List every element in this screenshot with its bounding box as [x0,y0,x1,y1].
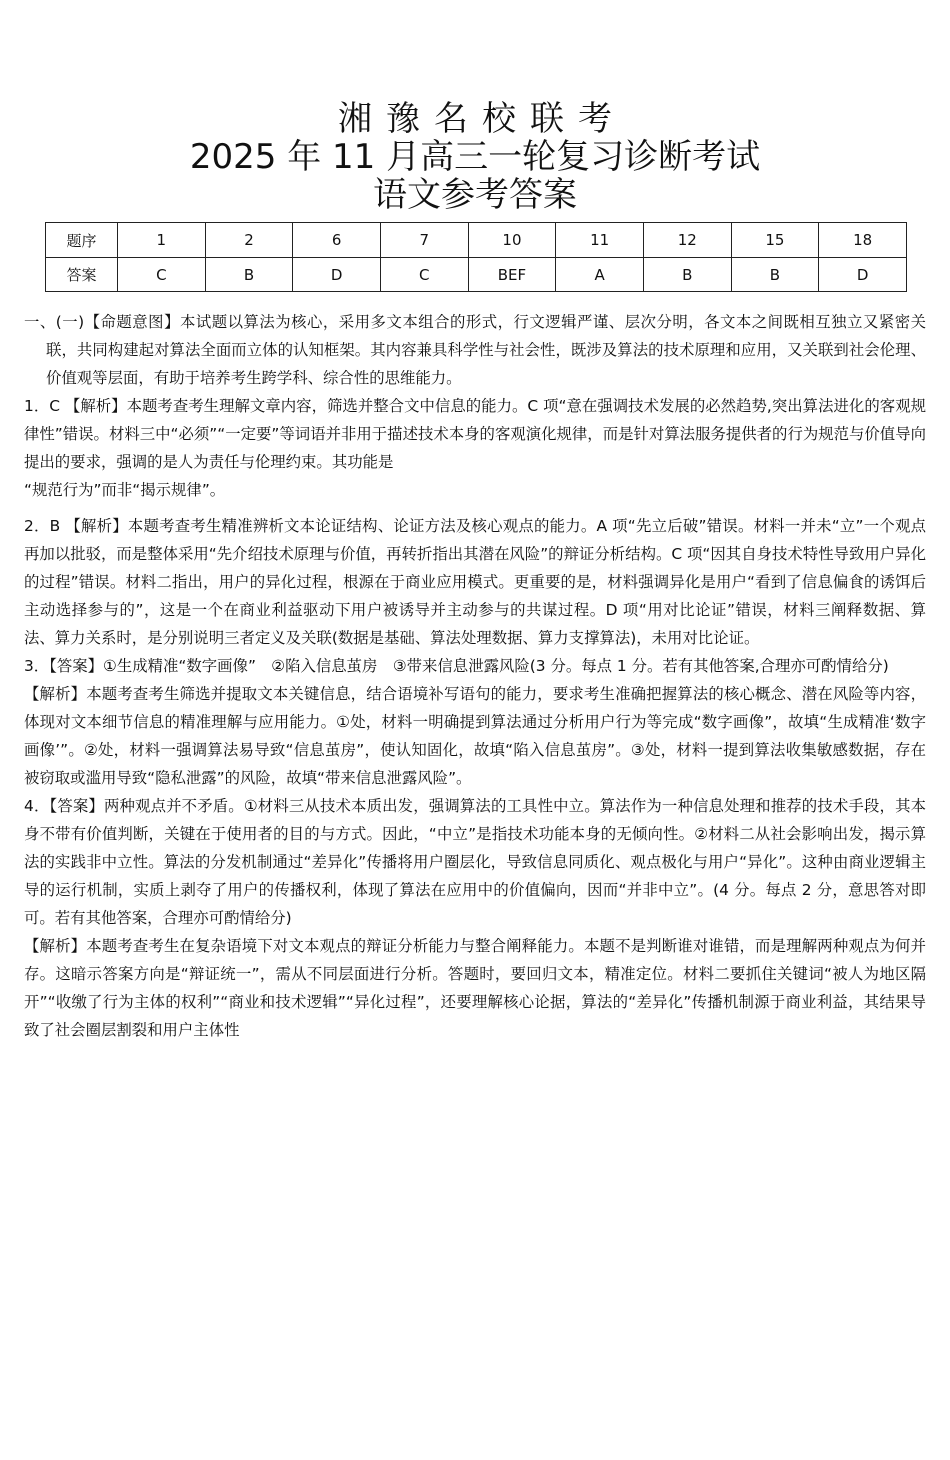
intro-paragraph: 一、(一)【命题意图】本试题以算法为核心，采用多文本组合的形式，行文逻辑严谨、层次分明，各文本之间既相互独立又紧密关联，共同构建起对算法全面而立体的认知框架。其内容兼具科学性与社会性，既涉及算法的技术原理和应用，又关联到社会伦理、价值观等层面，有助于培养考生跨学科、综合性的思维能力。 [24,313,926,387]
q1-ending: “规范行为”而非“揭示规律”。 [24,481,226,499]
q3-answer: 3．【答案】①生成精准“数字画像” ②陷入信息茧房 ③带来信息泄露风险(3 分。每点 1 分。若有其他答案,合理亦可酌情给分) [24,657,889,675]
title-line-2: 2025 年 11 月高三一轮复习诊断考试 [189,137,761,177]
table-cell: B [205,258,293,292]
q4-analysis: 【解析】本题考查考生在复杂语境下对文本观点的辩证分析能力与整合阐释能力。本题不是判断谁对谁错，而是理解两种观点为何并存。这暗示答案方向是“辩证统一”，需从不同层面进行分析。答题时，要回归文本，精准定位。材料二要抓住关键词“被人为地区隔开”“收缴了行为主体的权利”“商业和技术逻辑”“异化过程”，还要理解核心论据，算法的“差异化”传播机制源于商业利益，其结果导致了社会圈层割裂和用户主体性 [24,937,926,1039]
q1-paragraph: 1．C 【解析】本题考查考生理解文章内容，筛选并整合文中信息的能力。C 项“意在强调技术发展的必然趋势,突出算法进化的客观规律性”错误。材料三中“必须”“一定要”等词语并非用于描述技术本身的客观演化规律，而是针对算法服务提供者的行为规范与价值导向提出的要求，强调的是人为责任与伦理约束。其功能是 [24,397,926,471]
answer-body [24,308,926,1044]
table-cell: 18 [819,223,907,258]
table-row-answers [46,258,907,292]
table-cell: 12 [643,223,731,258]
table-cell: C [380,258,468,292]
row-label-answer: 答案 [46,258,118,292]
table-cell: 6 [293,223,381,258]
table-cell: B [643,258,731,292]
answer-table [45,222,907,292]
table-cell: 7 [380,223,468,258]
table-cell: B [731,258,819,292]
table-cell: 11 [556,223,644,258]
title-block [0,100,950,214]
table-cell: 1 [118,223,206,258]
title-line-3: 语文参考答案 [373,175,577,215]
q3-analysis: 【解析】本题考查考生筛选并提取文本关键信息，结合语境补写语句的能力，要求考生准确把握算法的核心概念、潜在风险等内容，体现对文本细节信息的精准理解与应用能力。①处，材料一明确提到算法通过分析用户行为等完成“数字画像”，故填“生成精准‘数字画像’”。②处，材料一强调算法易导致“信息茧房”，使认知固化，故填“陷入信息茧房”。③处，材料一提到算法收集敏感数据，存在被窃取或滥用导致“隐私泄露”的风险，故填“带来信息泄露风险”。 [24,685,926,787]
row-label-number: 题序 [46,223,118,258]
table-cell: 2 [205,223,293,258]
table-cell: BEF [468,258,556,292]
table-row-numbers [46,223,907,258]
table-cell: D [293,258,381,292]
table-cell: C [118,258,206,292]
table-cell: 15 [731,223,819,258]
title-line-1: 湘豫名校联考 [338,99,626,139]
table-cell: A [556,258,644,292]
q4-answer: 4．【答案】两种观点并不矛盾。①材料三从技术本质出发，强调算法的工具性中立。算法作为一种信息处理和推荐的技术手段，其本身不带有价值判断，关键在于使用者的目的与方式。因此，“中立”是指技术功能本身的无倾向性。②材料二从社会影响出发，揭示算法的实践非中立性。算法的分发机制通过“差异化”传播将用户圈层化，导致信息同质化、观点极化与用户“异化”。这种由商业逻辑主导的运行机制，实质上剥夺了用户的传播权利，体现了算法在应用中的价值偏向，因而“并非中立”。(4 分。每点 2 分，意思答对即可。若有其他答案，合理亦可酌情给分) [24,797,926,927]
q2-paragraph: 2．B 【解析】本题考查考生精准辨析文本论证结构、论证方法及核心观点的能力。A 项“先立后破”错误。材料一并未“立”一个观点再加以批驳，而是整体采用“先介绍技术原理与价值，再转折指出其潜在风险”的辩证分析结构。C 项“因其自身技术特性导致用户异化的过程”错误。材料二指出，用户的异化过程，根源在于商业应用模式。更重要的是，材料强调异化是用户“看到了信息偏食的诱饵后主动选择参与的”，这是一个在商业利益驱动下用户被诱导并主动参与的共谋过程。D 项“用对比论证”错误，材料三阐释数据、算法、算力关系时，是分别说明三者定义及关联(数据是基础、算法处理数据、算力支撑算法)，未用对比论证。 [24,517,926,647]
table-cell: 10 [468,223,556,258]
table-cell: D [819,258,907,292]
